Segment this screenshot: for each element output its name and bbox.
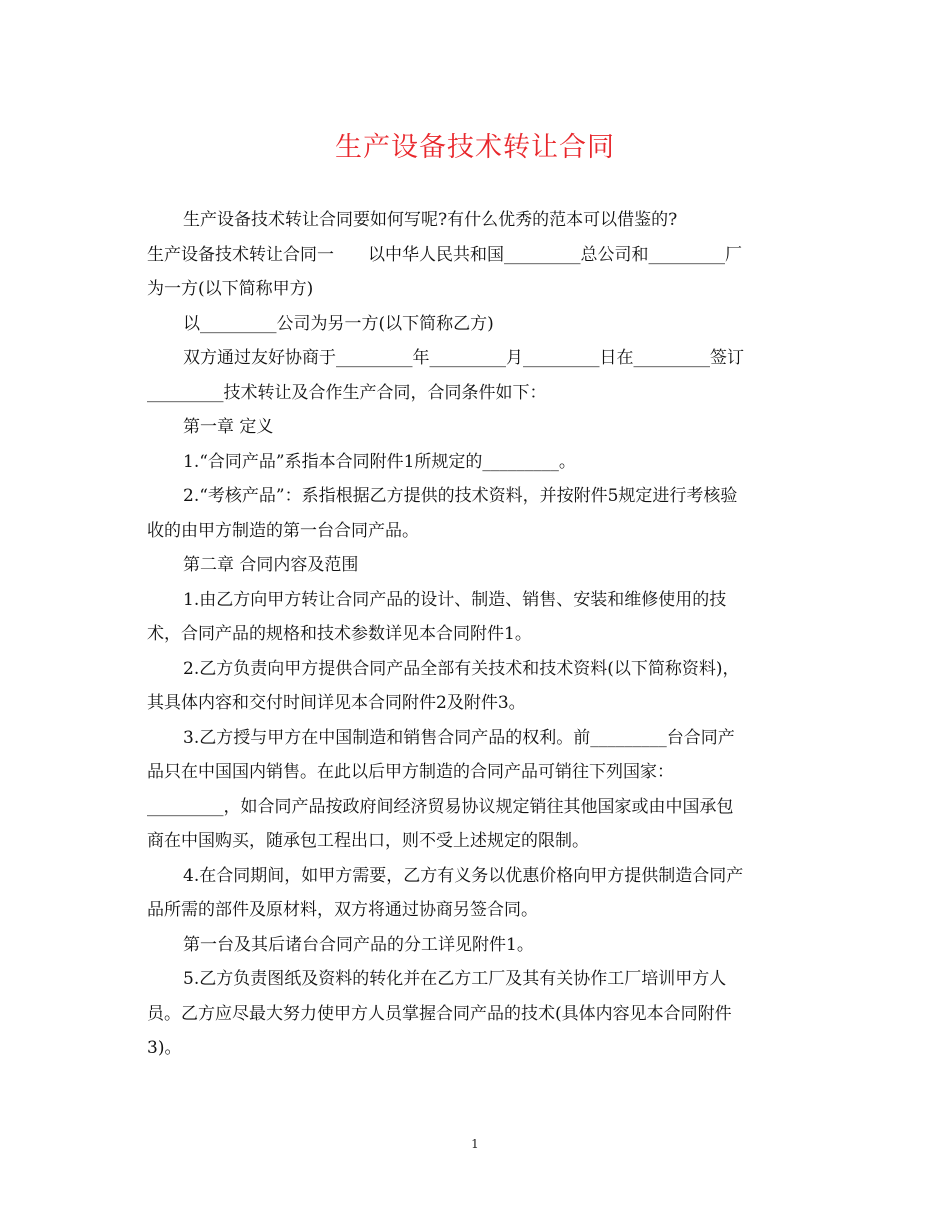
text-line: 术，合同产品的规格和技术参数详见本合同附件1。	[147, 624, 532, 644]
text-line: 3)。	[147, 1038, 182, 1058]
text-line: 3.乙方授与甲方在中国制造和销售合同产品的权利。前_________台合同产	[183, 727, 735, 748]
text-line: 2.“考核产品”：系指根据乙方提供的技术资料，并按附件5规定进行考核验	[183, 486, 738, 506]
text-line: 其具体内容和交付时间详见本合同附件2及附件3。	[147, 693, 526, 713]
text-line: 以_________公司为另一方(以下简称乙方)	[183, 313, 494, 334]
text-line: 双方通过友好协商于_________年_________月_________日在_________签订	[183, 348, 744, 368]
page-number: 1	[471, 1137, 479, 1151]
text-line: 生产设备技术转让合同一 以中华人民共和国_________总公司和_________厂	[147, 244, 742, 265]
text-line: 品所需的部件及原材料，双方将通过协商另签合同。	[147, 900, 538, 920]
text-line: _________技术转让及合作生产合同，合同条件如下：	[147, 382, 547, 403]
document-body	[147, 203, 807, 1066]
text-line: 第二章 合同内容及范围	[183, 555, 359, 575]
text-line: 第一台及其后诸台合同产品的分工详见附件1。	[183, 934, 534, 955]
text-line: 生产设备技术转让合同要如何写呢?有什么优秀的范本可以借鉴的?	[183, 210, 678, 230]
text-line: 1.由乙方向甲方转让合同产品的设计、制造、销售、安装和维修使用的技	[183, 589, 727, 610]
text-line: 4.在合同期间，如甲方需要，乙方有义务以优惠价格向甲方提供制造合同产	[183, 865, 744, 886]
text-line: 第一章 定义	[183, 417, 274, 437]
text-line: 为一方(以下简称甲方)	[147, 279, 314, 299]
document-title: 生产设备技术转让合同	[335, 132, 615, 163]
text-line: 5.乙方负责图纸及资料的转化并在乙方工厂及其有关协作工厂培训甲方人	[183, 969, 727, 989]
text-line: _________，如合同产品按政府间经济贸易协议规定销往其他国家或由中国承包	[147, 796, 734, 817]
text-line: 品只在中国国内销售。在此以后甲方制造的合同产品可销往下列国家：	[147, 762, 674, 782]
text-line: 1.“合同产品”系指本合同附件1所规定的_________。	[183, 451, 576, 472]
text-line: 收的由甲方制造的第一台合同产品。	[147, 520, 419, 541]
text-line: 员。乙方应尽最大努力使甲方人员掌握合同产品的技术(具体内容见本合同附件	[147, 1003, 732, 1024]
text-line: 2.乙方负责向甲方提供合同产品全部有关技术和技术资料(以下简称资料)，	[183, 658, 740, 679]
text-line: 商在中国购买，随承包工程出口，则不受上述规定的限制。	[147, 831, 589, 851]
